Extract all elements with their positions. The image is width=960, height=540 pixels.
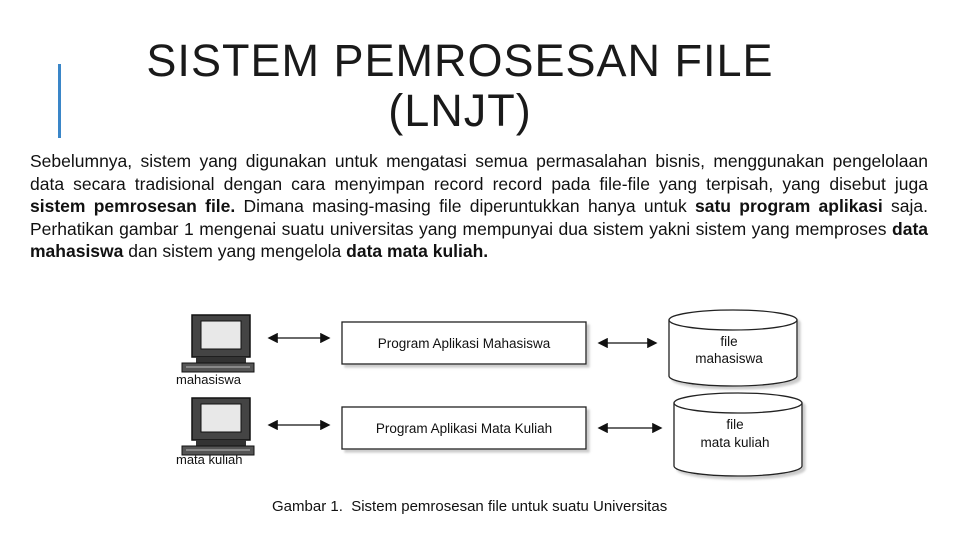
paragraph-bold-3: data mahasiswa xyxy=(30,218,928,261)
figure-caption xyxy=(272,498,667,515)
title-line-2: (LNJT) xyxy=(388,85,532,136)
file-label-mata-kuliah-line2: mata kuliah xyxy=(700,435,770,450)
paragraph-bold-1: sistem pemrosesan file. xyxy=(30,196,236,216)
title-line-1: SISTEM PEMROSESAN FILE xyxy=(146,35,774,86)
file-label-mahasiswa-line2: mahasiswa xyxy=(695,351,763,366)
paragraph-text-1: Sebelumnya, sistem yang digunakan untuk mengatasi semua permasalahan bisnis, menggunakan pengelolaan data secara tradisional dengan cara menyimpan record record pada file-file yang terpisah, yang disebut juga xyxy=(30,151,928,194)
paragraph-text-4: dan sistem yang mengelola xyxy=(123,241,347,261)
file-label-mata-kuliah-line1: file xyxy=(726,417,744,432)
paragraph-bold-4: data mata kuliah. xyxy=(346,241,489,261)
user-label-mata-kuliah: mata kuliah xyxy=(176,452,243,467)
user-label-mahasiswa: mahasiswa xyxy=(176,372,242,387)
program-label-mata-kuliah: Program Aplikasi Mata Kuliah xyxy=(375,421,553,436)
paragraph-text-3: saja. Perhatikan gambar 1 mengenai suatu universitas yang mempunyai dua sistem yakni sistem yang memproses xyxy=(30,196,929,239)
paragraph-bold-2: satu program aplikasi xyxy=(695,196,883,216)
computer-icon-mahasiswa xyxy=(182,315,254,372)
caption-label: Gambar 1. xyxy=(272,498,343,515)
file-label-mahasiswa-line1: file xyxy=(720,334,738,349)
program-label-mahasiswa: Program Aplikasi Mahasiswa xyxy=(377,336,551,351)
paragraph-text-2: Dimana masing-masing file diperuntukkan hanya untuk xyxy=(235,196,696,216)
computer-icon-mata-kuliah xyxy=(182,398,254,455)
caption-text: Sistem pemrosesan file untuk suatu Universitas xyxy=(351,498,668,515)
